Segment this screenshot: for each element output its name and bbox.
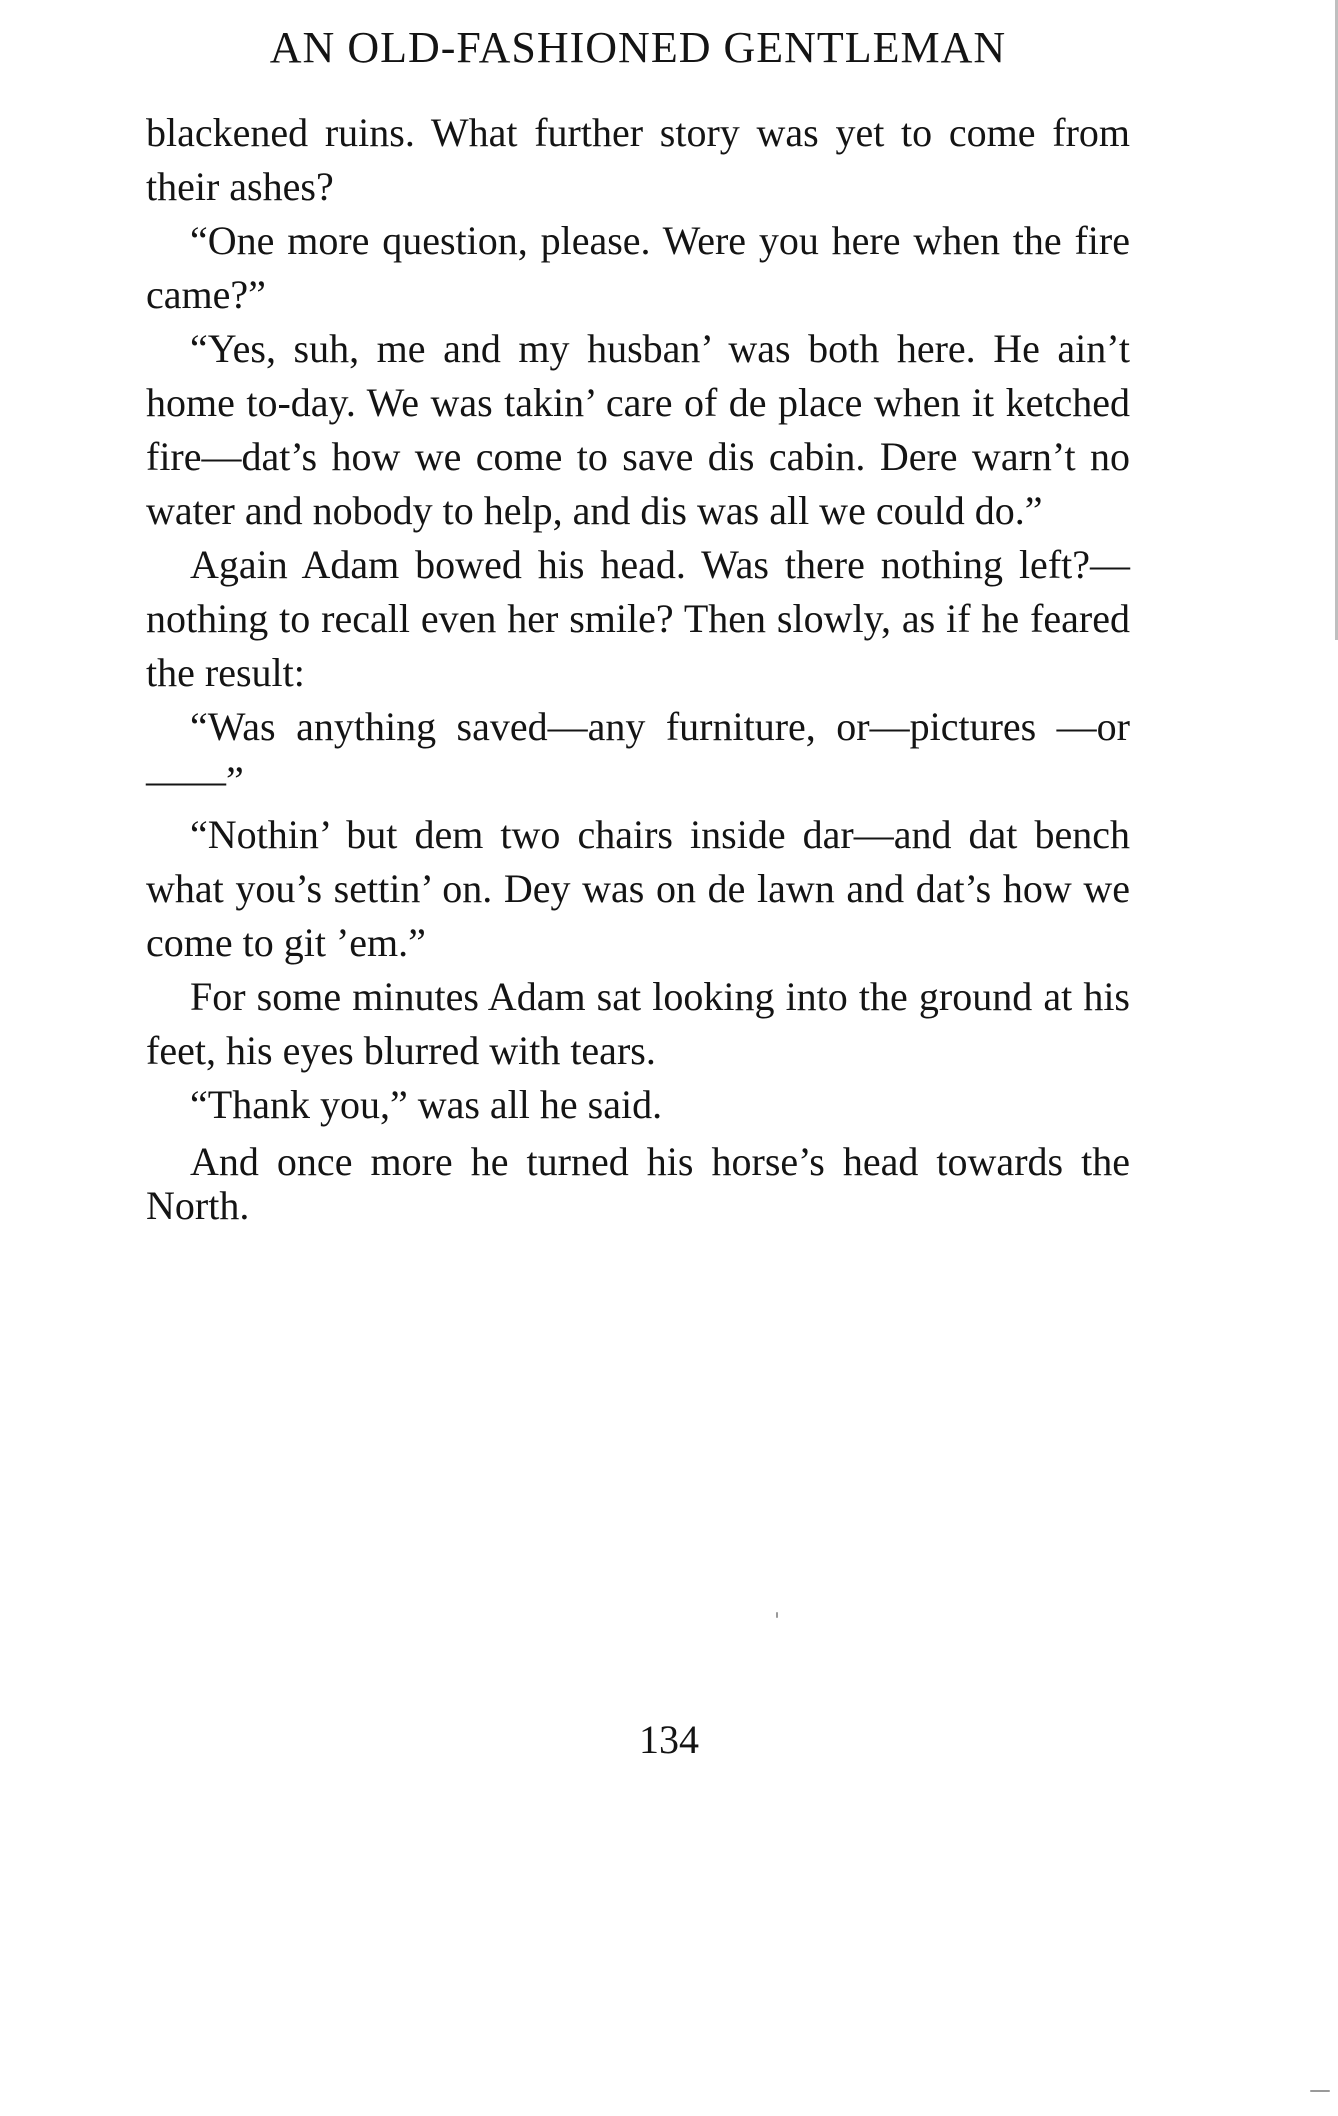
paragraph: blackened ruins. What further story was yet to come from their ashes? <box>146 110 1130 209</box>
paragraph: For some minutes Adam sat looking into the ground at his feet, his eyes blurred with tears. <box>146 974 1130 1073</box>
paragraph: And once more he turned his horse’s head towards the North. <box>146 1139 1130 1228</box>
paragraph: “Nothin’ but dem two chairs inside dar—and dat bench what you’s settin’ on. Dey was on de lawn and dat’s how we come to git ’em.” <box>146 812 1130 965</box>
scan-speck <box>1310 2090 1330 2092</box>
body-text <box>146 106 1130 1228</box>
paragraph: “Yes, suh, me and my husban’ was both here. He ain’t home to-day. We was takin’ care of de place when it ketched fire—dat’s how we come to save dis cabin. Dere warn’t no water and nobody to help, and dis was all we could do.” <box>146 326 1130 533</box>
scan-speck <box>776 1612 778 1618</box>
paragraph: “Thank you,” was all he said. <box>190 1082 663 1127</box>
paragraph: “Was anything saved—any furniture, or—pictures —or——” <box>146 704 1130 803</box>
running-head: AN OLD-FASHIONED GENTLEMAN <box>269 23 1007 72</box>
page-number: 134 <box>639 1717 699 1762</box>
paragraph: Again Adam bowed his head. Was there nothing left?—nothing to recall even her smile? Then slowly, as if he feared the result: <box>146 542 1130 695</box>
paragraph: “One more question, please. Were you here when the fire came?” <box>146 218 1130 317</box>
